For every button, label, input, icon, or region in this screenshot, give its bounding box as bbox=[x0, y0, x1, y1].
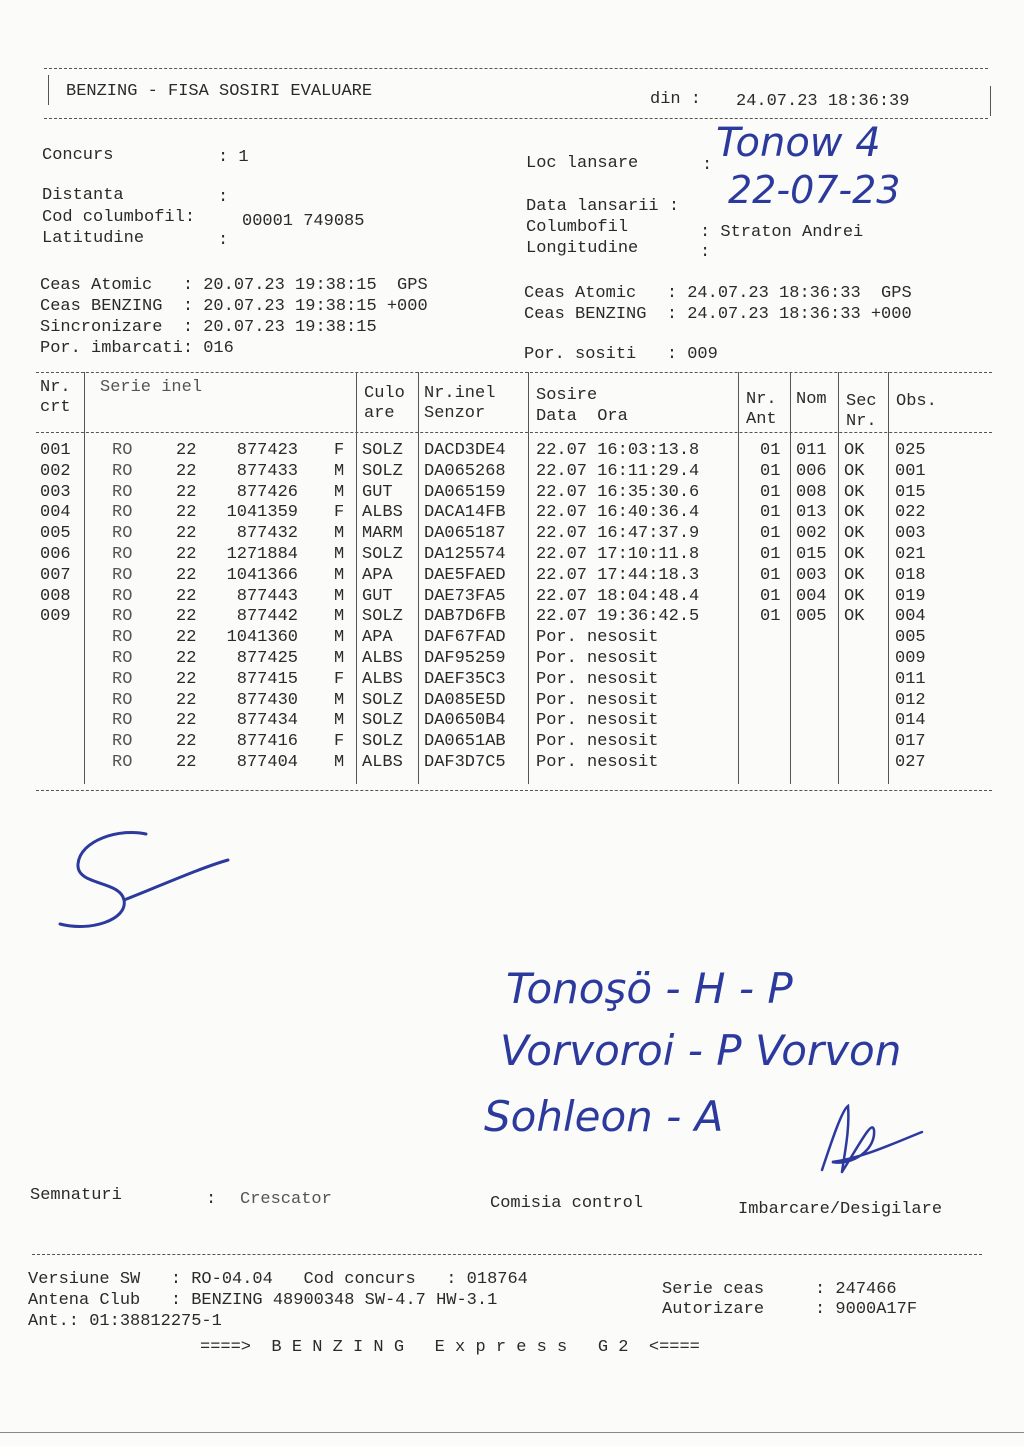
cell-ro: RO bbox=[112, 482, 133, 502]
cell-sec: OK bbox=[844, 503, 865, 523]
cell-ring: 877443 bbox=[236, 586, 298, 606]
loc-lansare-handwritten: Tonow 4 bbox=[716, 120, 881, 166]
cell-nom: 006 bbox=[796, 461, 827, 481]
cell-ring: 877430 bbox=[236, 690, 298, 710]
cell-ring: 877423 bbox=[236, 441, 298, 460]
table-row bbox=[0, 752, 1024, 773]
cell-ring: 877404 bbox=[236, 753, 298, 772]
cell-obs: 012 bbox=[895, 690, 926, 710]
cell-ro: RO bbox=[112, 711, 133, 731]
cell-obs: 014 bbox=[895, 711, 926, 731]
cell-col: ALBS bbox=[362, 503, 403, 523]
cell-ro: RO bbox=[112, 524, 133, 544]
cell-dt: Por. nesosit bbox=[536, 732, 659, 752]
th-nrinel: Nr.inel bbox=[424, 384, 496, 403]
table-row bbox=[0, 606, 1024, 627]
semnaturi-label: Semnaturi bbox=[30, 1186, 122, 1205]
footer-rule bbox=[32, 1254, 982, 1255]
cell-ring: 877433 bbox=[236, 461, 298, 481]
cell-dt: Por. nesosit bbox=[536, 628, 659, 648]
cell-col: ALBS bbox=[362, 669, 403, 689]
cell-nr: 002 bbox=[40, 461, 71, 481]
cell-col: SOLZ bbox=[362, 545, 403, 564]
cell-ring: 1271884 bbox=[226, 545, 298, 564]
cell-sex: M bbox=[334, 545, 345, 564]
table-row bbox=[0, 710, 1024, 731]
cod-columbofil-label: Cod columbofil: bbox=[42, 208, 196, 227]
handwritten-note-1: Tonoşö - H - P bbox=[506, 964, 793, 1013]
distanta-label: Distanta bbox=[42, 186, 124, 205]
longitudine-label: Longitudine bbox=[526, 239, 639, 258]
table-bottom-rule bbox=[36, 790, 992, 791]
cell-obs: 001 bbox=[895, 461, 926, 481]
por-sositi-line: Por. sositi : 009 bbox=[524, 345, 718, 364]
footer-banner: ====> B E N Z I N G E x p r e s s G 2 <==== bbox=[200, 1338, 700, 1357]
cell-dt: Por. nesosit bbox=[536, 669, 659, 689]
cell-ring: 877434 bbox=[236, 711, 298, 731]
cell-ro: RO bbox=[112, 503, 133, 523]
cell-sex: M bbox=[334, 524, 345, 544]
cell-ant: 01 bbox=[760, 441, 781, 460]
table-row bbox=[0, 586, 1024, 607]
cell-dt: 22.07 17:10:11.8 bbox=[536, 545, 700, 564]
cell-col: SOLZ bbox=[362, 690, 403, 710]
cell-dt: 22.07 16:40:36.4 bbox=[536, 503, 700, 523]
handwritten-note-3: Sohleon - A bbox=[484, 1092, 724, 1141]
cell-sex: M bbox=[334, 690, 345, 710]
cell-obs: 025 bbox=[895, 441, 926, 460]
th-sec: Sec bbox=[846, 392, 877, 411]
cell-ring: 877425 bbox=[236, 649, 298, 668]
cell-ant: 01 bbox=[760, 565, 781, 585]
cell-ro: RO bbox=[112, 649, 133, 668]
cell-nr: 004 bbox=[40, 503, 71, 523]
cell-ro: RO bbox=[112, 753, 133, 772]
cell-yr: 22 bbox=[176, 441, 197, 460]
comisia-control-label: Comisia control bbox=[490, 1194, 644, 1213]
cell-dt: 22.07 16:11:29.4 bbox=[536, 461, 700, 481]
th-serie-inel: Serie inel bbox=[100, 378, 203, 397]
cell-snz: DA065187 bbox=[424, 524, 506, 544]
cell-sex: M bbox=[334, 753, 345, 772]
cell-yr: 22 bbox=[176, 669, 197, 689]
cell-sec: OK bbox=[844, 545, 865, 564]
th-sec-nr: Nr. bbox=[846, 412, 877, 431]
cell-sec: OK bbox=[844, 565, 865, 585]
th-senzor: Senzor bbox=[424, 404, 486, 423]
footer-versiune: Versiune SW : RO-04.04 Cod concurs : 018764 bbox=[28, 1270, 528, 1289]
cell-ring: 877442 bbox=[236, 607, 298, 627]
table-row bbox=[0, 502, 1024, 523]
cell-nom: 005 bbox=[796, 607, 827, 627]
loc-lansare-label: Loc lansare bbox=[526, 154, 639, 173]
cell-sec: OK bbox=[844, 524, 865, 544]
cell-nom: 015 bbox=[796, 545, 827, 564]
cell-yr: 22 bbox=[176, 690, 197, 710]
cell-ant: 01 bbox=[760, 607, 781, 627]
ceas-atomic-left: Ceas Atomic : 20.07.23 19:38:15 GPS bbox=[40, 276, 428, 295]
th-crt: crt bbox=[40, 398, 71, 417]
th-data-ora: Data Ora bbox=[536, 407, 628, 426]
sincronizare-line: Sincronizare : 20.07.23 19:38:15 bbox=[40, 318, 377, 337]
cell-obs: 009 bbox=[895, 649, 926, 668]
imbarcare-label: Imbarcare/Desigilare bbox=[738, 1200, 943, 1219]
table-header-rule bbox=[36, 432, 992, 433]
columbofil-value: : Straton Andrei bbox=[700, 223, 864, 242]
cell-snz: DACD3DE4 bbox=[424, 441, 506, 460]
cell-yr: 22 bbox=[176, 524, 197, 544]
cell-sec: OK bbox=[844, 586, 865, 606]
cell-nom: 008 bbox=[796, 482, 827, 502]
cell-sex: M bbox=[334, 482, 345, 502]
cell-col: GUT bbox=[362, 482, 393, 502]
cell-yr: 22 bbox=[176, 732, 197, 752]
cell-sex: M bbox=[334, 461, 345, 481]
th-nr-ant-2: Ant bbox=[746, 410, 777, 429]
footer-serie-ceas: Serie ceas : 247466 bbox=[662, 1280, 897, 1299]
cell-sec: OK bbox=[844, 461, 865, 481]
cell-ant: 01 bbox=[760, 461, 781, 481]
header-top-rule bbox=[44, 68, 988, 69]
signature-scribble-left bbox=[50, 820, 230, 940]
cell-dt: Por. nesosit bbox=[536, 711, 659, 731]
cell-sec: OK bbox=[844, 441, 865, 460]
cell-ro: RO bbox=[112, 441, 133, 460]
cell-ring: 877426 bbox=[236, 482, 298, 502]
table-row bbox=[0, 544, 1024, 565]
cell-dt: 22.07 19:36:42.5 bbox=[536, 607, 700, 627]
cell-nr: 009 bbox=[40, 607, 71, 627]
cell-yr: 22 bbox=[176, 711, 197, 731]
concurs-label: Concurs bbox=[42, 146, 114, 165]
cell-nom: 013 bbox=[796, 503, 827, 523]
por-imbarcati-line: Por. imbarcati: 016 bbox=[40, 339, 234, 358]
data-lansarii-label: Data lansarii : bbox=[526, 197, 680, 216]
cell-snz: DA065159 bbox=[424, 482, 506, 502]
page-bottom-edge bbox=[0, 1432, 1024, 1433]
cell-col: APA bbox=[362, 628, 393, 648]
cell-yr: 22 bbox=[176, 461, 197, 481]
cell-ring: 1041360 bbox=[226, 628, 298, 648]
cell-ro: RO bbox=[112, 565, 133, 585]
cell-snz: DA0651AB bbox=[424, 732, 506, 752]
cell-nom: 011 bbox=[796, 441, 827, 460]
cell-obs: 027 bbox=[895, 753, 926, 772]
cell-ro: RO bbox=[112, 732, 133, 752]
cell-ro: RO bbox=[112, 545, 133, 564]
cell-obs: 018 bbox=[895, 565, 926, 585]
cell-snz: DA125574 bbox=[424, 545, 506, 564]
cell-nr: 006 bbox=[40, 545, 71, 564]
cell-nr: 005 bbox=[40, 524, 71, 544]
cell-sex: F bbox=[334, 503, 345, 523]
cell-sex: F bbox=[334, 732, 345, 752]
footer-autorizare: Autorizare : 9000A17F bbox=[662, 1300, 918, 1319]
table-row bbox=[0, 648, 1024, 669]
cell-yr: 22 bbox=[176, 586, 197, 606]
cell-dt: 22.07 17:44:18.3 bbox=[536, 565, 700, 585]
footer-ant: Ant.: 01:38812275-1 bbox=[28, 1312, 222, 1331]
th-culo: Culo bbox=[364, 384, 405, 403]
cell-yr: 22 bbox=[176, 565, 197, 585]
handwritten-note-2: Vorvoroi - P Vorvon bbox=[500, 1026, 902, 1075]
cell-ro: RO bbox=[112, 586, 133, 606]
loc-lansare-colon: : bbox=[702, 156, 713, 175]
cell-obs: 019 bbox=[895, 586, 926, 606]
cell-sex: M bbox=[334, 711, 345, 731]
cell-yr: 22 bbox=[176, 753, 197, 772]
cell-sex: M bbox=[334, 607, 345, 627]
cell-ro: RO bbox=[112, 461, 133, 481]
header-title: BENZING - FISA SOSIRI EVALUARE bbox=[66, 82, 373, 101]
cell-dt: 22.07 18:04:48.4 bbox=[536, 586, 700, 606]
header-bottom-rule bbox=[44, 118, 988, 119]
table-row bbox=[0, 690, 1024, 711]
cell-col: SOLZ bbox=[362, 732, 403, 752]
cell-ring: 1041366 bbox=[226, 565, 298, 585]
cell-snz: DA0650B4 bbox=[424, 711, 506, 731]
cell-ant: 01 bbox=[760, 503, 781, 523]
cell-yr: 22 bbox=[176, 545, 197, 564]
cell-sex: F bbox=[334, 441, 345, 460]
cell-obs: 022 bbox=[895, 503, 926, 523]
cell-snz: DAF67FAD bbox=[424, 628, 506, 648]
cell-sex: M bbox=[334, 649, 345, 668]
cell-ant: 01 bbox=[760, 524, 781, 544]
cell-sec: OK bbox=[844, 607, 865, 627]
cell-snz: DAB7D6FB bbox=[424, 607, 506, 627]
longitudine-value: : bbox=[700, 243, 711, 262]
cell-snz: DAF95259 bbox=[424, 649, 506, 668]
th-obs: Obs. bbox=[896, 392, 937, 411]
cell-snz: DAF3D7C5 bbox=[424, 753, 506, 772]
cell-snz: DAE73FA5 bbox=[424, 586, 506, 606]
th-nr: Nr. bbox=[40, 378, 71, 397]
cell-yr: 22 bbox=[176, 482, 197, 502]
cell-sex: M bbox=[334, 628, 345, 648]
cell-col: ALBS bbox=[362, 753, 403, 772]
cell-col: SOLZ bbox=[362, 607, 403, 627]
cell-yr: 22 bbox=[176, 503, 197, 523]
cell-ro: RO bbox=[112, 628, 133, 648]
data-lansarii-handwritten: 22-07-23 bbox=[728, 168, 901, 212]
cell-col: SOLZ bbox=[362, 711, 403, 731]
th-nom: Nom bbox=[796, 390, 827, 409]
cell-col: MARM bbox=[362, 524, 403, 544]
signature-scribble-right bbox=[812, 1100, 932, 1180]
cell-obs: 005 bbox=[895, 628, 926, 648]
cell-col: GUT bbox=[362, 586, 393, 606]
table-row bbox=[0, 482, 1024, 503]
cell-dt: 22.07 16:47:37.9 bbox=[536, 524, 700, 544]
th-sosire: Sosire bbox=[536, 386, 598, 405]
cell-ant: 01 bbox=[760, 545, 781, 564]
cell-ring: 877416 bbox=[236, 732, 298, 752]
ceas-benzing-right: Ceas BENZING : 24.07.23 18:36:33 +000 bbox=[524, 305, 912, 324]
ceas-atomic-right: Ceas Atomic : 24.07.23 18:36:33 GPS bbox=[524, 284, 912, 303]
cell-yr: 22 bbox=[176, 607, 197, 627]
concurs-value: : 1 bbox=[218, 148, 249, 167]
cell-nom: 002 bbox=[796, 524, 827, 544]
cell-ring: 1041359 bbox=[226, 503, 298, 523]
cell-obs: 011 bbox=[895, 669, 926, 689]
cell-snz: DA085E5D bbox=[424, 690, 506, 710]
table-row bbox=[0, 731, 1024, 752]
cell-nom: 003 bbox=[796, 565, 827, 585]
table-row bbox=[0, 565, 1024, 586]
footer-antena: Antena Club : BENZING 48900348 SW-4.7 HW-3.1 bbox=[28, 1291, 498, 1310]
cell-sex: M bbox=[334, 565, 345, 585]
cell-col: SOLZ bbox=[362, 441, 403, 460]
cell-dt: 22.07 16:35:30.6 bbox=[536, 482, 700, 502]
cell-dt: Por. nesosit bbox=[536, 649, 659, 668]
table-row bbox=[0, 627, 1024, 648]
cell-ring: 877432 bbox=[236, 524, 298, 544]
th-are: are bbox=[364, 404, 395, 423]
header-left-edge bbox=[48, 75, 49, 105]
cell-obs: 015 bbox=[895, 482, 926, 502]
cell-ro: RO bbox=[112, 607, 133, 627]
cell-sec: OK bbox=[844, 482, 865, 502]
cell-dt: Por. nesosit bbox=[536, 753, 659, 772]
header-din-value: 24.07.23 18:36:39 bbox=[736, 92, 910, 111]
cell-nr: 001 bbox=[40, 441, 71, 460]
table-row bbox=[0, 440, 1024, 461]
cell-snz: DAEF35C3 bbox=[424, 669, 506, 689]
latitudine-label: Latitudine bbox=[42, 229, 145, 248]
cell-nr: 003 bbox=[40, 482, 71, 502]
cell-nr: 008 bbox=[40, 586, 71, 606]
table-row bbox=[0, 669, 1024, 690]
cell-snz: DA065268 bbox=[424, 461, 506, 481]
header-din-label: din : bbox=[650, 90, 702, 109]
header-right-edge bbox=[990, 86, 991, 116]
cell-obs: 004 bbox=[895, 607, 926, 627]
cell-col: SOLZ bbox=[362, 461, 403, 481]
table-row bbox=[0, 461, 1024, 482]
columbofil-label: Columbofil bbox=[526, 218, 629, 237]
ceas-benzing-left: Ceas BENZING : 20.07.23 19:38:15 +000 bbox=[40, 297, 428, 316]
cell-dt: Por. nesosit bbox=[536, 690, 659, 710]
cell-dt: 22.07 16:03:13.8 bbox=[536, 441, 700, 460]
latitudine-value: : bbox=[218, 231, 229, 250]
cell-nom: 004 bbox=[796, 586, 827, 606]
crescator-label: Crescator bbox=[240, 1190, 332, 1209]
cell-yr: 22 bbox=[176, 649, 197, 668]
cell-col: APA bbox=[362, 565, 393, 585]
th-nr-ant-1: Nr. bbox=[746, 390, 777, 409]
cell-ant: 01 bbox=[760, 586, 781, 606]
cell-ant: 01 bbox=[760, 482, 781, 502]
cell-col: ALBS bbox=[362, 649, 403, 668]
cell-obs: 021 bbox=[895, 545, 926, 564]
cell-nr: 007 bbox=[40, 565, 71, 585]
cell-sex: F bbox=[334, 669, 345, 689]
cell-snz: DACA14FB bbox=[424, 503, 506, 523]
table-top-rule bbox=[36, 372, 992, 373]
table-row bbox=[0, 523, 1024, 544]
cell-obs: 017 bbox=[895, 732, 926, 752]
distanta-value: : bbox=[218, 188, 229, 207]
semnaturi-colon: : bbox=[206, 1190, 217, 1209]
cod-columbofil-value: 00001 749085 bbox=[242, 212, 365, 231]
cell-ro: RO bbox=[112, 690, 133, 710]
cell-yr: 22 bbox=[176, 628, 197, 648]
cell-snz: DAE5FAED bbox=[424, 565, 506, 585]
cell-ro: RO bbox=[112, 669, 133, 689]
cell-obs: 003 bbox=[895, 524, 926, 544]
cell-sex: M bbox=[334, 586, 345, 606]
cell-ring: 877415 bbox=[236, 669, 298, 689]
